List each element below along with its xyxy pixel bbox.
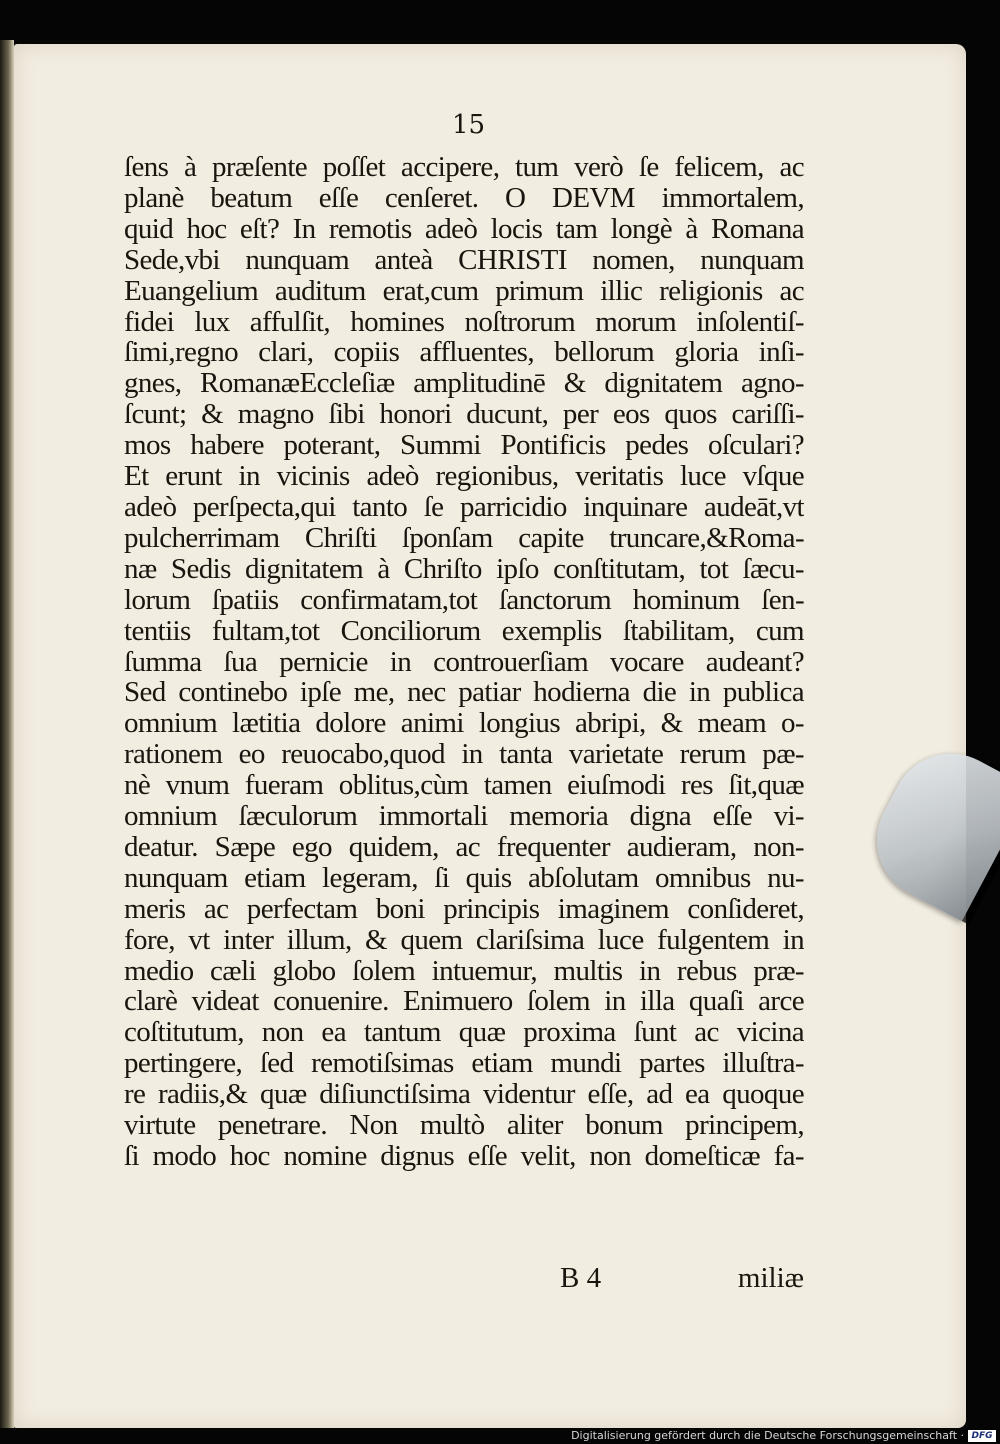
text-line: nè vnum fueram oblitus,cùm tamen eiuſmodi res ſit,quæ [124,770,804,802]
text-line: Et erunt in vicinis adeò regionibus, veritatis luce vſque [124,461,804,492]
text-line: Euangelium auditum erat,cum primum illic religionis ac [124,275,804,307]
signature-mark: B 4 [560,1262,602,1294]
text-line: pertingere, ſed remotiſsimas etiam mundi partes illuſtra- [124,1048,804,1080]
text-line: planè beatum eſſe cenſeret. O DEVM immortalem, [124,182,804,214]
text-line: fidei lux affulſit, homines noſtrorum morum inſolentiſ- [124,306,804,338]
dfg-logo-icon: DFG [968,1430,996,1442]
text-line: Sed continebo ipſe me, nec patiar hodierna die in publica [124,677,804,709]
text-line: ſcunt; & magno ſibi honori ducunt, per eos quos cariſſi- [124,399,804,431]
text-line: rationem eo reuocabo,quod in tanta varietate rerum pæ- [124,739,804,771]
text-line: meris ac perfectam boni principis imaginem conſideret, [124,893,804,925]
footer-bar [0,1428,1000,1444]
text-line: pulcherrimam Chriſti ſponſam capite truncare,&Roma- [124,522,804,554]
book-page [14,44,966,1428]
text-line: medio cæli globo ſolem intuemur, multis in rebus præ- [124,955,804,987]
text-line: ſimi,regno clari, copiis affluentes, bellorum gloria inſi- [124,337,804,369]
text-line: nunquam etiam legeram, ſi quis abſolutam omnibus nu- [124,862,804,894]
page-number: 15 [452,110,486,140]
text-line: ſumma ſua pernicie in controuerſiam vocare audeant? [124,646,804,678]
text-line: mos habere poterant, Summi Pontificis pedes oſculari? [124,430,804,462]
text-line: lorum ſpatiis confirmatam,tot ſanctorum hominum ſen- [124,584,804,616]
text-line: clarè videat conuenire. Enimuero ſolem in illa quaſi arce [124,986,804,1018]
text-line: coſtitutum, non ea tantum quæ proxima ſunt ac vicina [124,1017,804,1049]
text-line: næ Sedis dignitatem à Chriſto ipſo conſtitutam, tot ſæcu- [124,553,804,585]
text-line: omnium lætitia dolore animi longius abripi, & meam o- [124,708,804,740]
text-line: Sede,vbi nunquam anteà CHRISTI nomen, nunquam [124,244,804,276]
text-line: ſi modo hoc nomine dignus eſſe velit, non domeſticæ fa- [124,1141,804,1172]
text-line: re radiis,& quæ diſiunctiſsima videntur eſſe, ad ea quoque [124,1079,804,1111]
text-line: gnes, RomanæEccleſiæ amplitudinē & dignitatem agno- [124,368,804,400]
text-line: quid hoc eſt? In remotis adeò locis tam longè à Romana [124,213,804,245]
text-line: adeò perſpecta,qui tanto ſe parricidio inquinare audeāt,vt [124,491,804,523]
text-line: fore, vt inter illum, & quem clariſsima luce fulgentem in [124,924,804,956]
text-line: omnium ſæculorum immortali memoria digna eſſe vi- [124,801,804,832]
body-text [124,152,804,1172]
page-footer-line [124,1262,804,1296]
text-line: ſens à præſente poſſet accipere, tum verò ſe felicem, ac [124,152,804,183]
funding-credit: Digitalisierung gefördert durch die Deutsche Forschungsgemeinschaft · [571,1429,964,1442]
text-line: deatur. Sæpe ego quidem, ac frequenter audieram, non- [124,831,804,863]
catchword: miliæ [737,1262,804,1294]
text-line: virtute penetrare. Non multò aliter bonum principem, [124,1110,804,1141]
text-line: tentiis fultam,tot Conciliorum exemplis ſtabilitam, cum [124,615,804,647]
page-edge [0,40,14,1432]
